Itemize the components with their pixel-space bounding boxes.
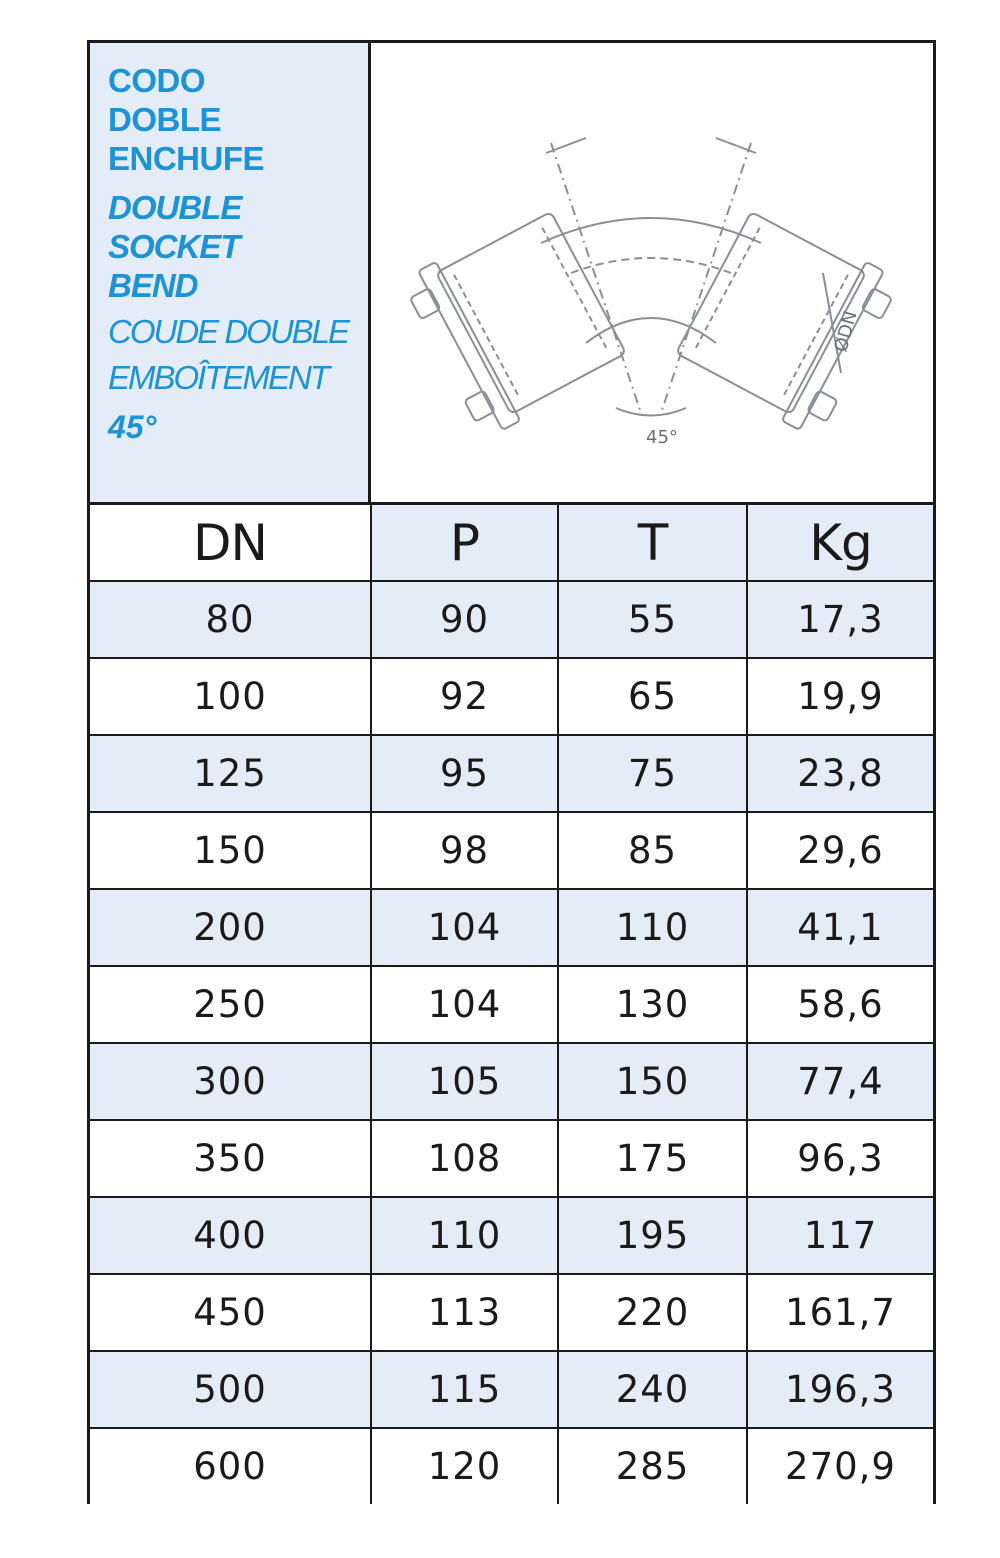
t-cell: 85 [558,812,747,889]
table-row [90,966,933,1043]
p-cell: 120 [371,1428,558,1504]
title-spanish: CODO DOBLE ENCHUFE [108,62,265,177]
dn-cell: 200 [90,889,371,966]
table-row [90,1043,933,1120]
dn-cell: 450 [90,1274,371,1351]
p-cell: 95 [371,735,558,812]
dn-cell: 250 [90,966,371,1043]
t-cell: 55 [558,581,747,658]
table-row [90,581,933,658]
p-cell: 90 [371,581,558,658]
header-p: P [371,505,558,581]
p-cell: 98 [371,812,558,889]
kg-cell: 270,9 [747,1428,933,1504]
t-cell: 150 [558,1043,747,1120]
dn-cell: 150 [90,812,371,889]
header-dn: DN [90,505,371,581]
kg-cell: 117 [747,1197,933,1274]
title-french: COUDE DOUBLE EMBOÎTEMENT [108,313,349,396]
dn-cell: 125 [90,735,371,812]
t-cell: 220 [558,1274,747,1351]
title-english: DOUBLE SOCKET BEND [108,189,242,304]
dn-cell: 300 [90,1043,371,1120]
dn-cell: 400 [90,1197,371,1274]
header-kg: Kg [747,505,933,581]
angle-label: 45° [646,427,678,448]
dimensions-table [90,505,933,1504]
header-block [90,43,933,505]
table-row [90,1428,933,1504]
bend-drawing [371,43,933,502]
p-cell: 115 [371,1351,558,1428]
bend-diagram-icon [371,43,933,502]
p-cell: 92 [371,658,558,735]
table-row [90,1120,933,1197]
kg-cell: 19,9 [747,658,933,735]
kg-cell: 96,3 [747,1120,933,1197]
diameter-label: ØDN [830,308,862,355]
kg-cell: 161,7 [747,1274,933,1351]
title-angle: 45° [108,409,157,445]
title-panel [90,43,371,502]
t-cell: 65 [558,658,747,735]
t-cell: 195 [558,1197,747,1274]
table-row [90,735,933,812]
t-cell: 130 [558,966,747,1043]
t-cell: 285 [558,1428,747,1504]
kg-cell: 41,1 [747,889,933,966]
table-header-row [90,505,933,581]
t-cell: 75 [558,735,747,812]
t-cell: 110 [558,889,747,966]
t-cell: 240 [558,1351,747,1428]
dn-cell: 350 [90,1120,371,1197]
table-row [90,658,933,735]
kg-cell: 23,8 [747,735,933,812]
p-cell: 113 [371,1274,558,1351]
t-cell: 175 [558,1120,747,1197]
p-cell: 105 [371,1043,558,1120]
table-row [90,812,933,889]
header-t: T [558,505,747,581]
kg-cell: 29,6 [747,812,933,889]
table-row [90,1274,933,1351]
kg-cell: 77,4 [747,1043,933,1120]
p-cell: 108 [371,1120,558,1197]
dn-cell: 80 [90,581,371,658]
p-cell: 110 [371,1197,558,1274]
dn-cell: 100 [90,658,371,735]
dn-cell: 500 [90,1351,371,1428]
p-cell: 104 [371,889,558,966]
kg-cell: 196,3 [747,1351,933,1428]
kg-cell: 17,3 [747,581,933,658]
table-row [90,1197,933,1274]
table-row [90,889,933,966]
p-cell: 104 [371,966,558,1043]
dn-cell: 600 [90,1428,371,1504]
table-row [90,1351,933,1428]
kg-cell: 58,6 [747,966,933,1043]
product-sheet [87,40,936,1504]
